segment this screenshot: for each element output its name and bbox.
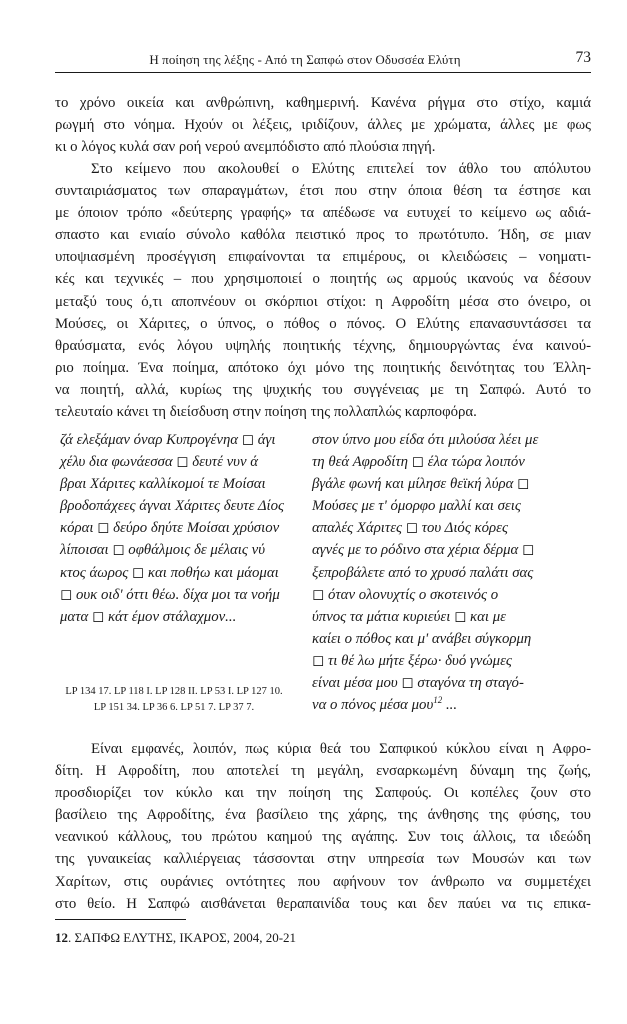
text-line: υποψιασμένη προσέγγιση επιφαίνονται τα επιμέρους, οι κλειδώσεις – νοηματι- <box>55 249 591 266</box>
text-line: σπαστο και ενιαίο σύνολο καθόλα πειστικό προς το πρωτότυπο. Ήδη, σε μιαν <box>55 227 591 244</box>
poem-line: λίποισαι ◻ οφθάλμοις δε μέλαις νύ <box>60 542 265 559</box>
footnote-text: . ΣΑΠΦΩ ΕΛΥΤΗΣ, ΙΚΑΡΟΣ, 2004, 20-21 <box>68 930 297 945</box>
text-line: ριο ποίημα. Ένα ποίημα, απότοκο όχι μόνο της ποιητικής δεινότητας του Έλλη- <box>55 359 591 376</box>
poem-line: ύπνος τα μάτια κυριεύει ◻ και με <box>312 608 506 625</box>
poem-line: ◻ ουκ οιδ' όττι θέω. δίχα μοι τα νοήμ <box>60 586 280 603</box>
reference-line: LP 151 34. LP 36 6. LP 51 7. LP 37 7. <box>93 702 255 713</box>
text-line: Χαρίτων, στις ουράνιες οντότητες που αφήνουν τον άνθρωπο να συμμετέχει <box>55 873 591 890</box>
text-line: να ποιητή, αλλά, κυρίως της ψυχικής του συγγένειας με τη Σαπφώ. Αυτό το <box>55 381 591 398</box>
text-line: θραύσματα, ενός λόγου υψηλής ποιητικής τέχνης, δημιουργώντας ένα καινού- <box>55 337 591 354</box>
footnote-marker: 12 <box>433 695 443 706</box>
poem-line: στον ύπνο μου είδα ότι μιλούσα λέει με <box>312 432 539 448</box>
text-line: νεανικού κάλλους, του πρώτου καημού της αγάπης. Συν τοις άλλοις, τα ιδεώδη <box>55 829 591 846</box>
intro-paragraph <box>55 92 591 158</box>
footnote-rule <box>55 919 186 920</box>
text-line: δίτη. Η Αφροδίτη, που αποτελεί τη μεγάλη, ενσαρκωμένη δύναμη της ζωής, <box>55 763 591 780</box>
poem-line: βραι Χάριτες καλλίκομοί τε Μοίσαι <box>60 476 266 493</box>
poem-line: βροδοπάχεες άγναι Χάριτες δευτε Δίος <box>60 498 285 515</box>
text-line: προσδιορίζει τον κύκλο και την ποίηση της Σαπφούς. Οι κοπέλες ζουν στο <box>55 785 591 802</box>
poem-line: αγνές με το ρόδινο στα χέρια δέρμα ◻ <box>312 542 535 559</box>
running-header <box>55 49 591 71</box>
text-line: συνταιριάσματος των σπαραγμάτων, έτσι που στην όποια θέση τα έστησε και <box>55 183 591 200</box>
poem-line: καίει ο πόθος και μ' ανάβει σύγκορμη <box>312 630 532 647</box>
text-line: βασίλειο της Αφροδίτης, ένα βασίλειο της χάρης, της άνθησης της φύσης, του <box>55 807 591 824</box>
footnote <box>55 930 296 946</box>
text-line: μεταξύ τους ό,τι αποπνέουν οι σκόρπιοι στίχοι: η Αφροδίτη μέσα στο όνειρο, οι <box>55 293 591 310</box>
text-line: κι ο λόγος κυλά σαν ροή νερού ανεμπόδιστο από πλούσια πηγή. <box>55 139 436 156</box>
poem-ancient-greek <box>60 429 290 628</box>
text-line: Μούσες, οι Χάριτες, ο ύπνος, ο πόθος ο πόνος. Ο Ελύτης επανασυντάσσει τα <box>55 315 591 332</box>
text-line: με όποιον τρόπο «δεύτερης γραφής» τα απέδωσε να ευτυχεί το κείμενο ως αδιά- <box>55 205 591 222</box>
text-line: ρωγμή στο νόημα. Ηχούν οι λέξεις, ιριδίζουν, άλλες με χρώματα, άλλες με φως <box>55 117 591 134</box>
text-line: τελευταίο κάνει τη διείσδυση στην ποίηση της πολλαπλώς καρποφόρα. <box>55 404 477 421</box>
poem-line: βγάλε φωνή και μίλησε θεϊκή λύρα ◻ <box>312 476 530 493</box>
poem-line: Μούσες με τ' όμορφο μαλλί και σεις <box>312 498 521 515</box>
poem-line: απαλές Χάριτες ◻ του Διός κόρες <box>312 520 508 537</box>
poem-line: κτος άωρος ◻ και ποθήω και μάομαι <box>60 564 279 581</box>
text-line: της γυναικείας καλλιέργειας τάσσονται στην υπηρεσία των Μουσών και των <box>55 851 591 868</box>
main-paragraph <box>55 158 591 423</box>
reference-line: LP 134 17. LP 118 I. LP 128 II. LP 53 I. LP 127 10. <box>65 686 283 697</box>
poem-line <box>312 694 589 716</box>
page-number: 73 <box>575 49 591 66</box>
text-line: το χρόνο οικεία και ανθρώπινη, καθημερινή. Κανένα ρήγμα στο στίχο, καμιά <box>55 95 591 111</box>
poem-modern-translation <box>312 429 589 716</box>
poem-ellipsis: ... <box>442 697 458 714</box>
poem-line: τη θεά Αφροδίτη ◻ έλα τώρα λοιπόν <box>312 454 525 471</box>
closing-paragraph <box>55 738 591 915</box>
poem-line: είναι μέσα μου ◻ σταγόνα τη σταγό- <box>312 675 524 692</box>
footnote-number: 12 <box>55 930 68 945</box>
poem-line: ξεπροβάλετε από το χρυσό παλάτι σας <box>312 564 534 581</box>
header-rule <box>55 72 591 73</box>
poem-line: ζά ελεξάμαν όναρ Κυπρογένηα ◻ άγι <box>60 432 276 448</box>
poem-line: ◻ τι θέ λω μήτε ξέρω· δυό γνώμες <box>312 652 512 669</box>
text-line: στο θείο. Η Σαπφώ αισθάνεται θεραπαινίδα τους και δεν παύει να τις επικα- <box>55 895 591 912</box>
poem-line: χέλυ δια φωνάεσσα ◻ δευτέ νυν ά <box>60 454 259 471</box>
poem-line: ματα ◻ κάτ έμον στάλαχμον... <box>60 608 237 625</box>
text-line: Είναι εμφανές, λοιπόν, πως κύρια θεά του Σαπφικού κύκλου είναι η Αφρο- <box>91 741 591 757</box>
poem-line: ◻ όταν ολονυχτίς ο σκοτεινός ο <box>312 586 499 603</box>
running-header-title: Η ποίηση της λέξης - Από τη Σαπφώ στον Οδυσσέα Ελύτη <box>149 52 461 67</box>
text-line: Στο κείμενο που ακολουθεί ο Ελύτης επιτελεί τον άθλο του απόλυτου <box>91 161 591 177</box>
source-references <box>55 684 293 716</box>
poem-line: κόραι ◻ δεύρο δηύτε Μοίσαι χρύσιον <box>60 520 280 537</box>
text-line: κές και τεχνικές – που χρησιμοποιεί ο ποιητής ως αρμούς ικανούς να δέσουν <box>55 271 591 288</box>
poem-line-text: να ο πόνος μέσα μου <box>312 697 434 714</box>
